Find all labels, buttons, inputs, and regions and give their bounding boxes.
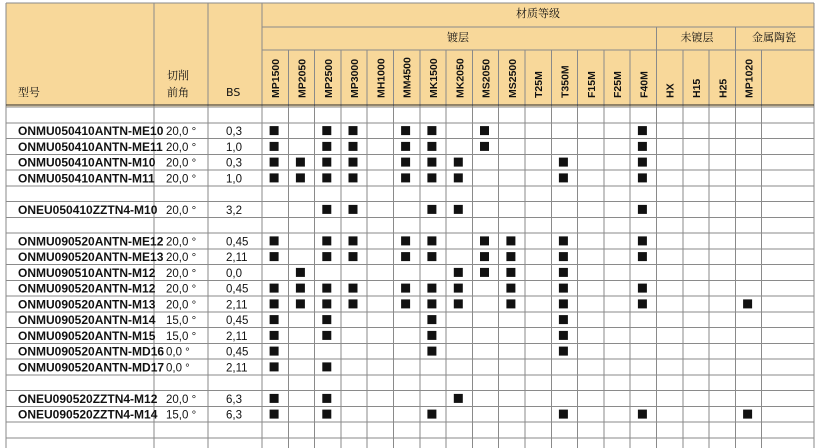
uncoated-group-header: 未镀层 — [680, 31, 714, 44]
grade-label-mp3000: MP3000 — [349, 58, 362, 98]
available-mark-mp2500 — [322, 410, 331, 419]
available-mark-ms2500 — [506, 252, 515, 261]
bs-cell: 6,3 — [226, 409, 242, 422]
available-mark-ms2050 — [480, 268, 489, 277]
model-cell: ONMU090520ANTN-M15 — [18, 328, 156, 343]
bs-cell: 1,0 — [226, 141, 242, 154]
bs-cell: 2,11 — [226, 252, 248, 264]
available-mark-mk2050 — [454, 394, 463, 403]
available-mark-mp3000 — [349, 126, 358, 135]
available-mark-mp3000 — [349, 299, 358, 308]
available-mark-mp2050 — [296, 158, 305, 167]
cermet-group-header: 金属陶瓷 — [752, 31, 796, 44]
available-mark-f40m — [638, 236, 647, 245]
available-mark-mk1500 — [427, 173, 436, 182]
available-mark-mp2500 — [322, 252, 331, 261]
available-mark-f40m — [638, 284, 647, 293]
model-cell: ONMU090520ANTN-M13 — [18, 297, 156, 312]
available-mark-ms2050 — [480, 252, 489, 261]
bs-cell: 0,45 — [226, 283, 249, 296]
available-mark-f40m — [638, 126, 647, 135]
available-mark-mp1500 — [270, 331, 279, 340]
available-mark-f40m — [638, 142, 647, 151]
grade-label-h25: H25 — [717, 78, 730, 98]
available-mark-f40m — [638, 252, 647, 261]
available-mark-t350m — [559, 299, 568, 308]
cutting-angle-cell: 15,0 ° — [166, 409, 197, 422]
cutting-angle-cell: 20,0 ° — [166, 393, 197, 406]
available-mark-mk1500 — [427, 410, 436, 419]
available-mark-mp1500 — [270, 347, 279, 356]
available-mark-mk1500 — [427, 126, 436, 135]
cutting-angle-cell: 20,0 ° — [166, 267, 197, 280]
available-mark-ms2500 — [506, 268, 515, 277]
available-mark-mp3000 — [349, 158, 358, 167]
available-mark-mk1500 — [427, 299, 436, 308]
available-mark-mk2050 — [454, 205, 463, 214]
cutting-angle-cell: 20,0 ° — [166, 299, 197, 312]
grade-label-ms2050: MS2050 — [480, 58, 493, 98]
grade-label-f15m: F15M — [585, 71, 598, 98]
available-mark-mp2050 — [296, 299, 305, 308]
available-mark-t350m — [559, 173, 568, 182]
available-mark-ms2500 — [506, 299, 515, 308]
bs-cell: 0,0 — [226, 267, 242, 280]
available-mark-ms2050 — [480, 236, 489, 245]
available-mark-mp1500 — [270, 394, 279, 403]
model-cell: ONEU050410ZZTN4-M10 — [18, 202, 158, 217]
cutting-angle-cell: 0,0 ° — [166, 362, 190, 375]
bs-cell: 2,11 — [226, 330, 248, 343]
available-mark-mk2050 — [454, 299, 463, 308]
model-cell: ONMU090520ANTN-M12 — [18, 281, 156, 296]
available-mark-mp3000 — [349, 142, 358, 151]
bs-cell: 1,0 — [226, 173, 242, 186]
available-mark-mp2500 — [322, 362, 331, 371]
bs-cell: 2,11 — [226, 362, 248, 375]
grade-label-f25m: F25M — [612, 71, 625, 98]
available-mark-ms2050 — [480, 142, 489, 151]
cutting-angle-header-line2: 前角 — [167, 86, 189, 99]
grade-label-t350m: T350M — [559, 65, 572, 98]
available-mark-mp1500 — [270, 284, 279, 293]
model-cell: ONMU090520ANTN-ME12 — [18, 234, 164, 249]
grade-label-t25m: T25M — [533, 71, 546, 98]
available-mark-mk1500 — [427, 158, 436, 167]
available-mark-t350m — [559, 410, 568, 419]
available-mark-mp2500 — [322, 331, 331, 340]
available-mark-mk2050 — [454, 158, 463, 167]
available-mark-mp2500 — [322, 394, 331, 403]
grade-label-mp2500: MP2500 — [322, 58, 335, 98]
bs-cell: 0,45 — [226, 315, 249, 327]
available-mark-mk1500 — [427, 315, 436, 324]
available-mark-mp2500 — [322, 142, 331, 151]
available-mark-mp2500 — [322, 158, 331, 167]
available-mark-mp2050 — [296, 268, 305, 277]
model-cell: ONEU090520ZZTN4-M14 — [18, 407, 158, 422]
available-mark-t350m — [559, 252, 568, 261]
material-grade-header: 材质等级 — [516, 7, 560, 20]
model-cell: ONMU050410ANTN-M10 — [18, 155, 156, 170]
model-column-header: 型号 — [18, 86, 40, 99]
available-mark-mp2050 — [296, 284, 305, 293]
cutting-angle-header-line1: 切削 — [167, 69, 189, 82]
available-mark-ms2500 — [506, 236, 515, 245]
available-mark-f40m — [638, 299, 647, 308]
available-mark-mm4500 — [401, 142, 410, 151]
cutting-angle-cell: 20,0 ° — [166, 252, 197, 264]
bs-cell: 6,3 — [226, 393, 242, 406]
available-mark-mp2500 — [322, 236, 331, 245]
model-cell: ONMU090520ANTN-ME13 — [18, 250, 164, 264]
available-mark-mp3000 — [349, 236, 358, 245]
model-cell: ONMU090520ANTN-MD17 — [18, 360, 165, 375]
available-mark-f40m — [638, 173, 647, 182]
available-mark-mk1500 — [427, 205, 436, 214]
available-mark-mp1020 — [743, 410, 752, 419]
available-mark-mp2500 — [322, 299, 331, 308]
cutting-angle-cell: 15,0 ° — [166, 315, 197, 327]
grade-label-f40m: F40M — [638, 71, 651, 98]
available-mark-mp2500 — [322, 126, 331, 135]
available-mark-f40m — [638, 205, 647, 214]
available-mark-mp2500 — [322, 173, 331, 182]
available-mark-mp1500 — [270, 173, 279, 182]
available-mark-ms2500 — [506, 284, 515, 293]
available-mark-mm4500 — [401, 173, 410, 182]
available-mark-mp2050 — [296, 173, 305, 182]
bs-cell: 0,45 — [226, 346, 249, 359]
cutting-angle-cell: 20,0 ° — [166, 157, 197, 170]
available-mark-mp3000 — [349, 205, 358, 214]
grade-label-mk1500: MK1500 — [427, 58, 440, 98]
bs-cell: 0,3 — [226, 126, 242, 138]
available-mark-f40m — [638, 158, 647, 167]
available-mark-mk1500 — [427, 142, 436, 151]
available-mark-mp2500 — [322, 205, 331, 214]
cutting-angle-cell: 20,0 ° — [166, 236, 197, 249]
model-cell: ONMU090520ANTN-MD16 — [18, 344, 165, 359]
available-mark-mp3000 — [349, 252, 358, 261]
available-mark-mk2050 — [454, 268, 463, 277]
cutting-angle-cell: 15,0 ° — [166, 330, 197, 343]
available-mark-mp1500 — [270, 299, 279, 308]
available-mark-t350m — [559, 236, 568, 245]
cutting-angle-cell: 20,0 ° — [166, 283, 197, 296]
available-mark-mk2050 — [454, 284, 463, 293]
grade-label-mp2050: MP2050 — [296, 58, 309, 98]
available-mark-mp1500 — [270, 410, 279, 419]
grade-label-mp1500: MP1500 — [270, 58, 283, 98]
available-mark-mk2050 — [454, 173, 463, 182]
available-mark-mm4500 — [401, 236, 410, 245]
bs-column-header: BS — [226, 86, 241, 99]
available-mark-mp1500 — [270, 142, 279, 151]
available-mark-mp2500 — [322, 284, 331, 293]
available-mark-mp1500 — [270, 315, 279, 324]
cutting-angle-cell: 20,0 ° — [166, 204, 197, 217]
available-mark-t350m — [559, 284, 568, 293]
cutting-angle-cell: 0,0 ° — [166, 346, 190, 359]
model-cell: ONMU050410ANTN-M11 — [18, 171, 155, 186]
grade-label-mm4500: MM4500 — [401, 57, 414, 98]
model-cell: ONMU090520ANTN-M14 — [18, 313, 156, 327]
cutting-angle-cell: 20,0 ° — [166, 126, 197, 138]
grade-label-hx: HX — [664, 83, 677, 98]
available-mark-ms2050 — [480, 126, 489, 135]
available-mark-mk1500 — [427, 331, 436, 340]
available-mark-mp1020 — [743, 299, 752, 308]
model-cell: ONMU050410ANTN-ME11 — [18, 139, 163, 154]
available-mark-mk1500 — [427, 347, 436, 356]
available-mark-t350m — [559, 315, 568, 324]
available-mark-mm4500 — [401, 252, 410, 261]
grade-label-mk2050: MK2050 — [454, 58, 467, 98]
bs-cell: 3,2 — [226, 204, 242, 217]
available-mark-mp1500 — [270, 158, 279, 167]
bs-cell: 0,3 — [226, 157, 242, 170]
available-mark-mp1500 — [270, 126, 279, 135]
available-mark-mm4500 — [401, 126, 410, 135]
available-mark-mm4500 — [401, 158, 410, 167]
available-mark-mk1500 — [427, 252, 436, 261]
cutting-angle-cell: 20,0 ° — [166, 173, 197, 186]
grade-label-mp1020: MP1020 — [743, 58, 756, 98]
available-mark-mm4500 — [401, 284, 410, 293]
available-mark-mp3000 — [349, 284, 358, 293]
bs-cell: 2,11 — [226, 299, 248, 312]
available-mark-mp1500 — [270, 362, 279, 371]
available-mark-mp1500 — [270, 252, 279, 261]
model-cell: ONMU050410ANTN-ME10 — [18, 124, 164, 138]
available-mark-f40m — [638, 410, 647, 419]
available-mark-mk1500 — [427, 284, 436, 293]
bs-cell: 0,45 — [226, 236, 249, 249]
available-mark-mp1500 — [270, 236, 279, 245]
available-mark-t350m — [559, 158, 568, 167]
grade-label-ms2500: MS2500 — [506, 58, 519, 98]
available-mark-t350m — [559, 331, 568, 340]
available-mark-mk1500 — [427, 236, 436, 245]
cutting-angle-cell: 20,0 ° — [166, 141, 197, 154]
model-cell: ONMU090510ANTN-M12 — [18, 265, 156, 280]
available-mark-t350m — [559, 268, 568, 277]
available-mark-mm4500 — [401, 299, 410, 308]
available-mark-mp3000 — [349, 173, 358, 182]
coated-group-header: 镀层 — [447, 31, 469, 44]
grade-label-mh1000: MH1000 — [375, 58, 388, 98]
grade-label-h15: H15 — [690, 78, 703, 98]
available-mark-mp2500 — [322, 315, 331, 324]
available-mark-t350m — [559, 347, 568, 356]
model-cell: ONEU090520ZZTN4-M12 — [18, 391, 158, 406]
